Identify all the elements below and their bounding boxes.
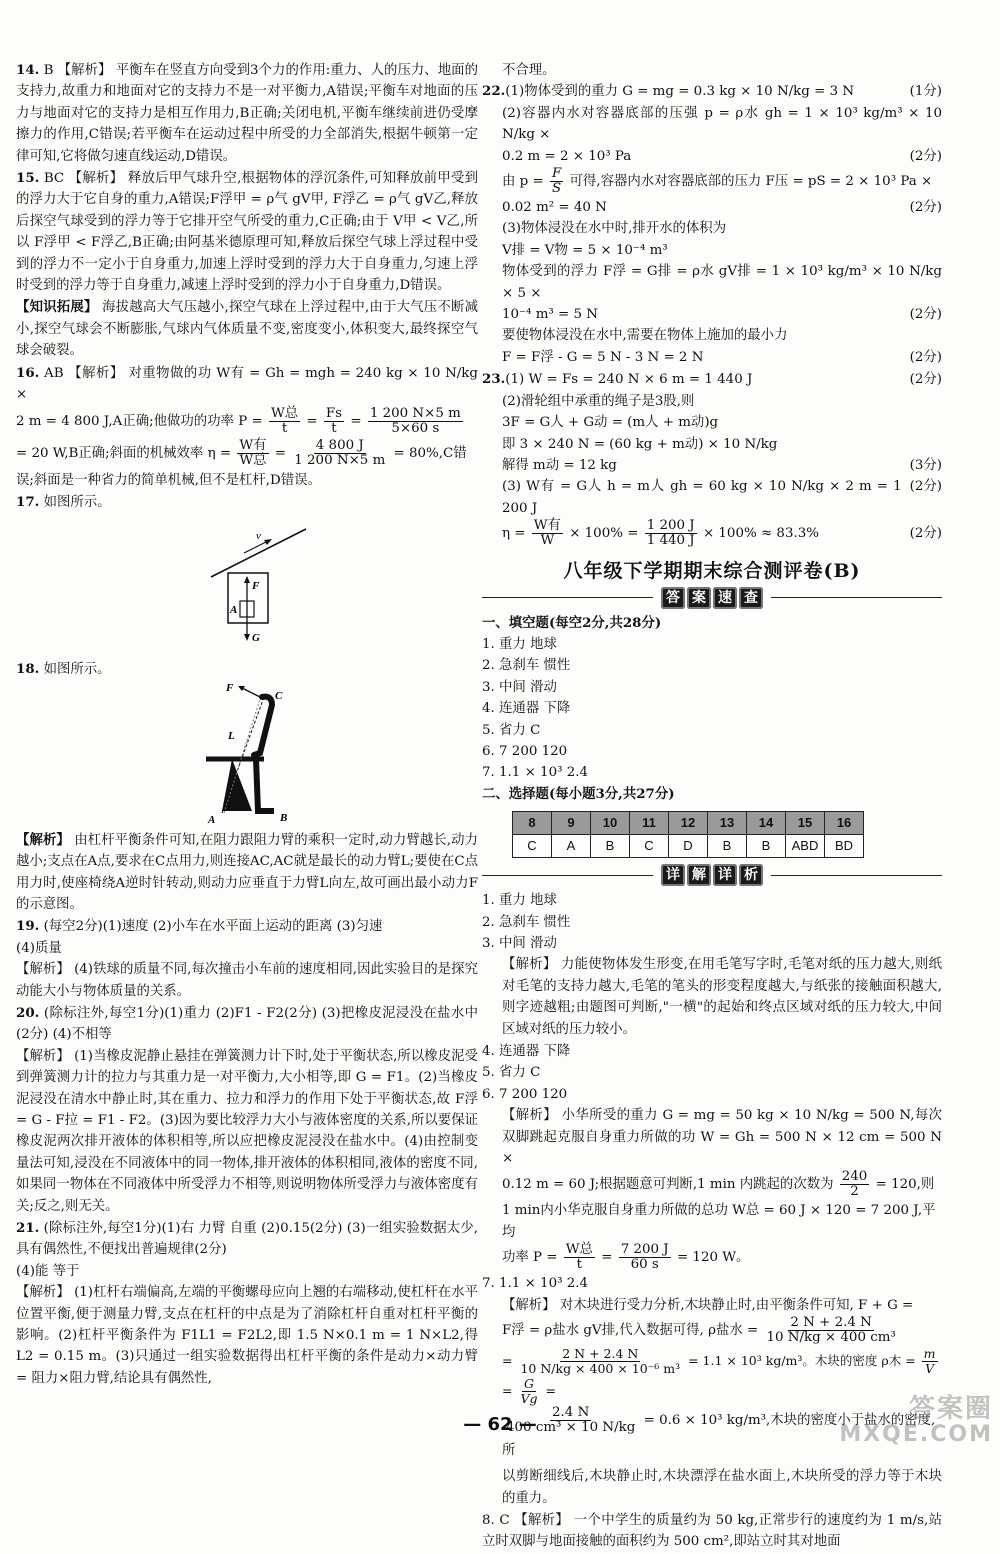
answer-text: 10⁻⁴ m³ = 5 N xyxy=(502,307,599,323)
force-f-arrow xyxy=(242,688,260,697)
analysis-line: 【解析】 对木块进行受力分析,木块静止时,由平衡条件可知, F + G = xyxy=(502,1297,914,1313)
fill-answer: 4. 连通器 下降 xyxy=(482,701,571,717)
analysis-text: 以剪断细线后,木块静止时,木块漂浮在盐水面上,木块所受的浮力等于木块的重力。 xyxy=(502,1469,942,1506)
score: (3分) xyxy=(909,457,942,473)
numerator: 1 200 J xyxy=(646,518,695,534)
badge-char: 案 xyxy=(687,587,711,609)
analysis-text: = xyxy=(545,1383,556,1399)
answer-text: (除标注外,每空1分)(1)右 力臂 自重 (2)0.15(2分) (3)一组实验数据太少,具有偶然性,不便找出普遍规律(2分) xyxy=(16,1221,478,1258)
answer-text: (4)质量 xyxy=(16,940,62,956)
analysis-text: = xyxy=(601,1250,613,1266)
denominator: 1 440 J xyxy=(646,533,695,549)
answer-text: (除标注外,每空1分)(1)重力 (2)F1 - F2(2分) (3)把橡皮泥浸没在盐水中(2分) (4)不相等 xyxy=(16,1005,478,1043)
table-cell: C xyxy=(630,835,669,858)
question-number: 21. xyxy=(16,1220,40,1237)
answer-text: (1) W = Fs = 240 N × 6 m = 1 440 J xyxy=(505,372,753,388)
divider xyxy=(771,597,942,598)
answer-16 xyxy=(16,363,478,491)
fraction xyxy=(292,439,387,468)
table-cell: 12 xyxy=(669,812,708,835)
denominator: t xyxy=(281,420,288,436)
table-cell: 16 xyxy=(825,812,864,835)
point-a-label: A xyxy=(230,604,238,617)
answer-line: 要使物体浸没在水中,需要在物体上施加的最小力 xyxy=(502,328,788,344)
divider xyxy=(482,875,653,876)
knowledge-tag: 【知识拓展】 xyxy=(16,299,98,316)
badge-char: 查 xyxy=(739,587,763,609)
divider xyxy=(482,597,653,598)
answer-text: (每空2分)(1)速度 (2)小车在水平面上运动的距离 (3)匀速 xyxy=(43,919,383,935)
equals: = xyxy=(274,445,286,461)
score: (2分) xyxy=(909,148,942,164)
table-cell: B xyxy=(591,835,630,858)
analysis-text: 【解析】 力能使物体发生形变,在用毛笔写字时,毛笔对纸的压力越大,则纸对毛笔的支持力越大,毛笔的笔头的形变程度越大,与纸张的接触面积越大,则字迹越粗;由题图可判断,"一横"的起始和终点区域对纸的压力较大,中间区域对纸的压力较小。 xyxy=(502,957,942,1037)
score: (2分) xyxy=(909,200,942,216)
analysis-line xyxy=(482,1170,942,1200)
section-heading-fill: 一、填空题(每空2分,共28分) xyxy=(482,614,662,631)
table-cell: BD xyxy=(825,835,864,858)
knowledge-extension xyxy=(16,297,478,361)
analysis-text: 0.12 m = 60 J;根据题意可判断,1 min 内跳起的次数为 xyxy=(502,1177,834,1193)
numerator: 2 N + 2.4 N xyxy=(790,1315,872,1331)
analysis-text: 功率 P = xyxy=(502,1250,558,1266)
section-heading-choice: 二、选择题(每小题3分,共27分) xyxy=(482,785,675,802)
answer-20 xyxy=(16,1003,478,1217)
answer-text: 0.2 m = 2 × 10³ Pa xyxy=(502,148,632,164)
answer-line xyxy=(482,197,942,218)
fraction xyxy=(645,519,697,548)
answer-text: (4)能 等于 xyxy=(16,1263,80,1279)
answer-line: 误;斜面是一种省力的简单机械,但不是杠杆,D错误。 xyxy=(16,472,321,488)
denominator: t xyxy=(331,420,337,436)
analysis-text: 【解析】 (1)杠杆右端偏高,左端的平衡螺母应向上翘的右端移动,使杠杆在水平位置平衡,便于测量力臂,支点在杠杆的中点是为了消除杠杆自重对杠杆平衡的影响。(2)杠杆平衡条件为 F1L1 = F2L2,即 1.5 N×0.1 m = 1 N×L2,得 L2 = 0.15 m。(3)只通过一组实验数据得出杠杆平衡的条件是动力×动力臂 = 阻力×阻力臂,结论具有偶然性, xyxy=(16,1285,478,1386)
analysis-text: = 120 W。 xyxy=(676,1250,750,1266)
chair-leg xyxy=(256,759,274,811)
question-number: 18. xyxy=(16,661,40,678)
fraction xyxy=(922,1347,938,1376)
denominator: Vg xyxy=(520,1391,538,1407)
numerator: W总 xyxy=(270,405,299,421)
left-column xyxy=(16,60,478,1390)
answer-19 xyxy=(16,916,478,1002)
analysis-text: = xyxy=(502,1383,513,1399)
analysis-text: = xyxy=(502,1353,513,1369)
detail-answer: 4. 连通器 下降 xyxy=(482,1044,571,1060)
answer-text: 0.02 m² = 40 N xyxy=(502,200,607,216)
answer-line: 3F = G人 + G动 = (m人 + m动)g xyxy=(502,415,719,431)
answer-text: η = xyxy=(502,526,526,542)
numerator: W有 xyxy=(239,437,267,453)
analysis-text: = 1.1 × 10³ kg/m³。木块的密度 ρ木 = xyxy=(688,1353,916,1369)
answer-text: 可得,容器内水对容器底部的压力 F压 = pS = 2 × 10³ Pa × xyxy=(569,174,933,190)
table-row xyxy=(513,835,864,858)
equals: = xyxy=(350,413,362,429)
badge-char: 详 xyxy=(713,864,737,886)
answer-line xyxy=(482,347,942,368)
analysis-text: 【解析】 (1)当橡皮泥静止悬挂在弹簧测力计下时,处于平衡状态,所以橡皮泥受到弹簧测力计的拉力与其重力是一对平衡力,大小相等,即 G = F1。(2)当橡皮泥浸没在清水中静止时,其在重力、拉力和浮力的作用下处于平衡状态,故 F浮 = G - F拉 = F1 - F2。(3)因为要比较浮力大小与液体密度的关系,所以要保证橡皮泥两次排开液体的体积相等,所以应把橡皮泥浸没在盐水中。(4)由控制变量法可知,浸没在不同液体中的同一物体,排开液体的体积相同,液体的密度不同,如果同一物体在不同液体中所受浮力不相等,则说明物体所受浮力与液体密度有关;反之,则无关。 xyxy=(16,1048,478,1214)
answer-text: (3) W有 = G人 h = m人 gh = 60 kg × 10 N/kg × 2 m = 1 200 J xyxy=(502,479,902,516)
velocity-arrowhead xyxy=(264,539,272,545)
chair-leg-front xyxy=(222,759,252,811)
question-number: 22. xyxy=(482,83,506,100)
site-watermark xyxy=(808,1396,993,1448)
answer-line xyxy=(482,167,942,197)
answer-line xyxy=(482,476,942,519)
table-cell: 9 xyxy=(552,812,591,835)
analysis-line xyxy=(482,1316,942,1346)
analysis-text: = 0.6 × 10³ kg/m³,木块的密度小于盐水的密度,所 xyxy=(502,1413,936,1459)
numerator: G xyxy=(523,1376,534,1392)
fraction xyxy=(764,1316,897,1345)
arm-l-label: L xyxy=(228,729,235,742)
numerator: 2 N + 2.4 N xyxy=(562,1346,639,1362)
detail-answer: 8. C 【解析】 一个中学生的质量约为 50 kg,正常步行的速度约为 1 m/s,站立时双脚与地面接触的面积约为 500 cm²,即站立时其对地面 xyxy=(482,1512,942,1550)
gravity-label: G xyxy=(252,632,260,645)
table-cell: 11 xyxy=(630,812,669,835)
detail-answer: 2. 急刹车 惯性 xyxy=(482,914,571,930)
table-cell: 15 xyxy=(786,812,825,835)
answer-23 xyxy=(482,369,942,549)
table-cell: 13 xyxy=(708,812,747,835)
detailed-answers-badge xyxy=(661,864,763,886)
table-cell: 8 xyxy=(513,812,552,835)
question-number: 20. xyxy=(16,1004,40,1021)
choice-answer-table xyxy=(512,811,864,858)
answer-text: × 100% ≈ 83.3% xyxy=(702,526,819,542)
quick-answers-badge xyxy=(661,587,763,609)
fill-answer: 2. 急刹车 惯性 xyxy=(482,658,571,674)
incline-force-diagram xyxy=(206,515,316,645)
watermark-line-2: MXQE.COM xyxy=(839,1422,993,1447)
answer-17 xyxy=(16,492,478,513)
question-number: 23. xyxy=(482,371,506,388)
analysis-text: 【解析】 (4)铁球的质量不同,每次撞击小车前的速度相同,因此实验目的是探究动能大小与物体质量的关系。 xyxy=(16,962,478,999)
force-f-label: F xyxy=(252,580,260,593)
denominator: S xyxy=(552,181,562,197)
exam-title: 八年级下学期期末综合测评卷(B) xyxy=(563,560,861,583)
answer-line xyxy=(482,146,942,167)
numerator: 4 800 J xyxy=(315,437,364,453)
denominator: 10 N/kg × 400 × 10⁻⁶ m³ xyxy=(520,1361,681,1377)
table-cell: B xyxy=(708,835,747,858)
table-cell: A xyxy=(552,835,591,858)
detail-answer: 1. 重力 地球 xyxy=(482,893,557,909)
velocity-arrow xyxy=(244,541,268,553)
numerator: W总 xyxy=(565,1242,593,1258)
analysis-text: 【解析】 小华所受的重力 G = mg = 50 kg × 10 N/kg = 500 N,每次双脚跳起克服自身重力所做的功 W = Gh = 500 N × 12 cm = 500 N × xyxy=(502,1108,942,1167)
table-cell: 14 xyxy=(747,812,786,835)
score: (2分) xyxy=(909,349,942,365)
page-number: — 62 — xyxy=(463,1414,537,1435)
denominator: 2 xyxy=(850,1184,859,1200)
denominator: 10 N/kg × 400 cm³ xyxy=(766,1330,896,1346)
answer-line xyxy=(482,519,942,549)
answer-line: 物体受到的浮力 F浮 = G排 = ρ水 gV排 = 1 × 10³ kg/m³ × 10 N/kg × 5 × xyxy=(502,264,942,301)
analysis-line xyxy=(482,1243,942,1273)
table-cell: B xyxy=(747,835,786,858)
score: (2分) xyxy=(909,526,942,542)
denominator: 60 s xyxy=(630,1257,659,1273)
equals: = xyxy=(306,413,318,429)
gravity-arrowhead xyxy=(244,634,250,641)
answer-line: 即 3 × 240 N = (60 kg + m动) × 10 N/kg xyxy=(502,436,778,452)
fraction xyxy=(532,519,563,548)
answer-text: BC 【解析】 释放后甲气球升空,根据物体的浮沉条件,可知释放前甲受到的浮力大于它自身的重力,A错误;F浮甲 = ρ气 gV甲, F浮乙 = ρ气 gV乙,释放后探空气球受到的浮力等于它排开空气所受的重力,C正确;由于 V甲 < V乙,所以 F浮甲 < F浮乙,B正确;由阿基米德原理可知,释放后探空气球上浮过程中受到的浮力不一定小于自身重力,加速上浮时受到的浮力大于自身重力,匀速上浮时受到的浮力等于自身重力,减速上浮时受到的浮力小于自身重力,D错误。 xyxy=(16,171,478,294)
numerator: m xyxy=(923,1346,936,1362)
answer-line: V排 = V物 = 5 × 10⁻⁴ m³ xyxy=(502,242,668,258)
fraction xyxy=(269,407,300,436)
answer-line: AB 【解析】 对重物做的功 W有 = Gh = mgh = 240 kg × 10 N/kg × xyxy=(16,365,478,403)
point-b-label: B xyxy=(280,811,288,824)
fill-answer: 5. 省力 C xyxy=(482,722,541,738)
numerator: 1 200 N×5 m xyxy=(369,405,461,421)
badge-char: 速 xyxy=(713,587,737,609)
divider xyxy=(771,875,942,876)
badge-char: 详 xyxy=(661,864,685,886)
answer-line: (2)滑轮组中承重的绳子是3股,则 xyxy=(502,393,695,409)
knowledge-text: 海拔越高大气压越小,探空气球在上浮过程中,由于大气压不断减小,探空气球会不断膨胀,气球内气体质量不变,密度变小,体积变大,最终探空气球会破裂。 xyxy=(16,300,478,359)
answer-line xyxy=(482,81,942,102)
numerator: F xyxy=(551,166,562,182)
fill-answer: 3. 中间 滑动 xyxy=(482,679,557,695)
quick-answers-header xyxy=(482,587,942,609)
detail-answer: 7. 1.1 × 10³ 2.4 xyxy=(482,1276,589,1292)
chair-back xyxy=(254,696,272,754)
answer-line: (2)容器内水对容器底部的压强 p = ρ水 gh = 1 × 10³ kg/m³ × 10 N/kg × xyxy=(502,105,942,143)
watermark-line-1: 答案圈 xyxy=(908,1394,993,1424)
answer-text: × 100% = xyxy=(569,526,639,542)
score: (2分) xyxy=(909,372,942,388)
score: (2分) xyxy=(909,307,942,323)
answer-line xyxy=(482,455,942,476)
fraction xyxy=(237,439,268,468)
question-number: 14. xyxy=(16,62,40,78)
answer-21 xyxy=(16,1218,478,1389)
answer-line: (3)物体浸没在水中时,排开水的体积为 xyxy=(502,221,727,237)
fraction xyxy=(840,1170,870,1199)
continued-text: 不合理。 xyxy=(502,63,556,78)
question-number: 15. xyxy=(16,170,40,187)
detail-answer: 3. 中间 滑动 xyxy=(482,936,557,951)
answer-14 xyxy=(16,60,478,167)
analysis-text: 由杠杆平衡条件可知,在阻力跟阻力臂的乘积一定时,动力臂越长,动力越小;支点在A点,要求在C点用力,则连接AC,AC就是最长的动力臂L;要使在C点用力时,使座椅绕A逆时针转动,则动力应垂直于力臂L向左,故可画出最小动力F的示意图。 xyxy=(16,832,478,912)
force-f-label: F xyxy=(226,682,234,694)
question-number: 19. xyxy=(16,918,40,935)
answer-line xyxy=(482,304,942,325)
answer-text: 如图所示。 xyxy=(43,662,111,678)
answer-text: 如图所示。 xyxy=(43,494,111,510)
velocity-label: v xyxy=(256,530,261,543)
fraction xyxy=(564,1243,595,1272)
detail-answer: 5. 省力 C xyxy=(482,1065,541,1081)
answer-22 xyxy=(482,81,942,368)
fraction xyxy=(518,1377,539,1406)
analysis-text: F浮 = ρ盐水 gV排,代入数据可得, ρ盐水 = xyxy=(502,1323,759,1339)
badge-char: 答 xyxy=(661,587,685,609)
answer-text: 由 p = xyxy=(502,174,544,190)
fill-answer: 7. 1.1 × 10³ 2.4 xyxy=(482,765,589,781)
numerator: 2.4 N xyxy=(552,1405,590,1421)
answer-line: = 20 W,B正确;斜面的机械效率 η = xyxy=(16,445,232,461)
point-c-label: C xyxy=(275,689,283,702)
score: (1分) xyxy=(909,84,942,100)
fraction xyxy=(619,1243,671,1272)
fraction xyxy=(324,407,344,436)
denominator: W总 xyxy=(239,452,267,468)
score: (2分) xyxy=(909,479,942,495)
denominator: 5×60 s xyxy=(391,420,440,436)
denominator: t xyxy=(576,1257,583,1273)
answer-text: 解得 m动 = 12 kg xyxy=(502,457,617,473)
fraction xyxy=(518,1347,682,1376)
table-cell: ABD xyxy=(786,835,825,858)
answer-text: (1)物体受到的重力 G = mg = 0.3 kg × 10 N/kg = 3 N xyxy=(505,84,855,100)
right-column xyxy=(482,60,942,1554)
analysis-text: = 120,则 xyxy=(875,1177,935,1193)
answer-line: = 80%,C错 xyxy=(393,445,467,461)
question-number: 17. xyxy=(16,493,40,510)
detailed-answers-header xyxy=(482,864,942,886)
denominator: 1 200 N×5 m xyxy=(294,452,386,468)
fraction xyxy=(550,167,563,196)
table-cell: D xyxy=(669,835,708,858)
table-cell: C xyxy=(513,835,552,858)
fill-answer: 1. 重力 地球 xyxy=(482,636,557,652)
numerator: 240 xyxy=(841,1169,868,1185)
answer-18-analysis xyxy=(16,830,478,916)
point-a-label: A xyxy=(208,813,216,826)
answer-text: F = F浮 - G = 5 N - 3 N = 2 N xyxy=(502,349,704,365)
table-cell: 10 xyxy=(591,812,630,835)
answer-text: B 【解析】 平衡车在竖直方向受到3个力的作用:重力、人的压力、地面的支持力,故重力和地面对它的支持力不是一对平衡力,A错误;平衡车对地面的压力与地面对它的支持力是相互作用力,B正确;关闭电机,平衡车继续前进仍受摩擦力的作用,C错误;若平衡车在运动过程中所受的力全部消失,根据牛顿第一定律可知,它将做匀速直线运动,D错误。 xyxy=(16,63,478,164)
numerator: 7 200 J xyxy=(620,1242,669,1258)
fill-answer: 6. 7 200 120 xyxy=(482,743,568,759)
analysis-line: 1 min内小华克服自身重力所做的总功 W总 = 60 J × 120 = 7 200 J,平均 xyxy=(502,1203,936,1240)
question-number: 16. xyxy=(16,364,40,381)
answer-18 xyxy=(16,659,478,680)
answer-15 xyxy=(16,168,478,296)
numerator: W有 xyxy=(533,518,561,534)
analysis-tag: 【解析】 xyxy=(16,831,70,848)
answer-line xyxy=(482,369,942,390)
denominator: V xyxy=(925,1361,935,1377)
answer-line: 2 m = 4 800 J,A正确;他做功的功率 P = xyxy=(16,413,263,429)
chair-lever-diagram xyxy=(202,683,322,828)
denominator: W xyxy=(540,533,555,549)
numerator: Fs xyxy=(325,405,343,421)
badge-char: 解 xyxy=(687,864,711,886)
fraction xyxy=(368,407,463,436)
detail-answer: 6. 7 200 120 xyxy=(482,1086,568,1102)
denominator: 400 cm³ × 10 N/kg xyxy=(506,1420,636,1436)
table-header-row xyxy=(513,812,864,835)
force-f-arrowhead xyxy=(244,576,250,583)
badge-char: 析 xyxy=(739,864,763,886)
